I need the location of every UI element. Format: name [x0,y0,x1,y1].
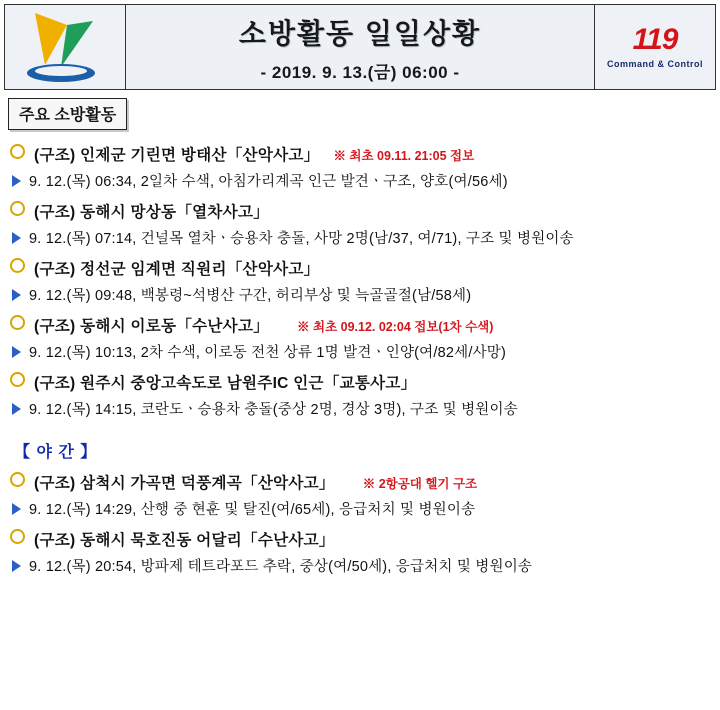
entry-detail-text: 9. 12.(목) 09:48, 백봉령~석병산 구간, 허리부상 및 늑골골절(남/58세) [29,288,472,304]
title-block [126,5,595,89]
triangle-bullet-icon [12,560,21,572]
ring-bullet-icon [10,144,25,159]
entry-detail-text: 9. 12.(목) 14:29, 산행 중 현훈 및 탈진(여/65세), 응급처치 및 병원이송 [29,502,476,518]
entry-note: ※ 2항공대 헬기 구조 [362,477,478,491]
entry-note: ※ 최초 09.11. 21:05 접보 [333,149,475,163]
entry-detail [10,227,714,248]
document-header [4,4,716,90]
section-label-wrap [8,98,720,130]
entry-title: (구조) 동해시 묵호진동 어달리「수난사고」 [34,532,335,549]
triangle-bullet-icon [12,289,21,301]
entry-heading [10,471,714,493]
triangle-bullet-icon [12,175,21,187]
section-label: 주요 소방활동 [8,98,127,130]
entry-note: ※ 최초 09.12. 02:04 접보(1차 수색) [297,320,494,334]
brand-caption: Command & Control [607,59,703,69]
entry-detail-text: 9. 12.(목) 06:34, 2일차 수색, 아침가리계곡 인근 발견ㆍ구조, 양호(여/56세) [29,174,508,190]
entry-detail [10,341,714,362]
list-item [10,314,714,362]
entry-heading [10,528,714,550]
entry-detail-text: 9. 12.(목) 10:13, 2차 수색, 이로동 전천 상류 1명 발견ㆍ인양(여/82세/사망) [29,345,507,361]
list-item [10,371,714,419]
entry-detail-text: 9. 12.(목) 07:14, 건널목 열차ㆍ승용차 충돌, 사망 2명(남/37, 여/71), 구조 및 병원이송 [29,231,574,247]
entry-heading [10,200,714,222]
document-page [0,4,720,710]
fire-agency-emblem-icon [5,5,123,89]
night-section-label: 【 야 간 】 [14,444,98,461]
entry-title: (구조) 삼척시 가곡면 덕풍계곡「산악사고」 [34,475,335,492]
page-subtitle: - 2019. 9. 13.(금) 06:00 - [260,62,460,82]
list-item [10,257,714,305]
entry-detail [10,170,714,191]
entry-detail-text: 9. 12.(목) 20:54, 방파제 테트라포드 추락, 중상(여/50세), 응급처치 및 병원이송 [29,559,533,575]
ring-bullet-icon [10,372,25,387]
agency-logo [5,5,126,89]
entry-detail [10,398,714,419]
entry-heading [10,143,714,165]
list-item [10,143,714,191]
triangle-bullet-icon [12,403,21,415]
entry-title: (구조) 인제군 기린면 방태산「산악사고」 [34,147,320,164]
list-item [10,471,714,519]
ring-bullet-icon [10,315,25,330]
entry-heading [10,371,714,393]
list-item [10,200,714,248]
list-item [10,528,714,576]
triangle-bullet-icon [12,346,21,358]
ring-bullet-icon [10,529,25,544]
entry-title: (구조) 정선군 임계면 직원리「산악사고」 [34,261,320,278]
ring-bullet-icon [10,201,25,216]
content-body [0,132,720,576]
entry-detail [10,555,714,576]
page-title: 소방활동 일일상황 [238,17,482,49]
entry-detail-text: 9. 12.(목) 14:15, 코란도ㆍ승용차 충돌(중상 2명, 경상 3명), 구조 및 병원이송 [29,402,518,418]
entry-title: (구조) 원주시 중앙고속도로 남원주IC 인근「교통사고」 [34,375,417,392]
ring-bullet-icon [10,258,25,273]
triangle-bullet-icon [12,232,21,244]
entry-title: (구조) 동해시 망상동「열차사고」 [34,204,270,221]
entry-heading [10,257,714,279]
brand-number: 119 [632,23,678,56]
entry-detail [10,498,714,519]
entry-title: (구조) 동해시 이로동「수난사고」 [34,318,270,335]
brand-119-block [595,5,715,89]
entry-detail [10,284,714,305]
triangle-bullet-icon [12,503,21,515]
entry-heading [10,314,714,336]
ring-bullet-icon [10,472,25,487]
